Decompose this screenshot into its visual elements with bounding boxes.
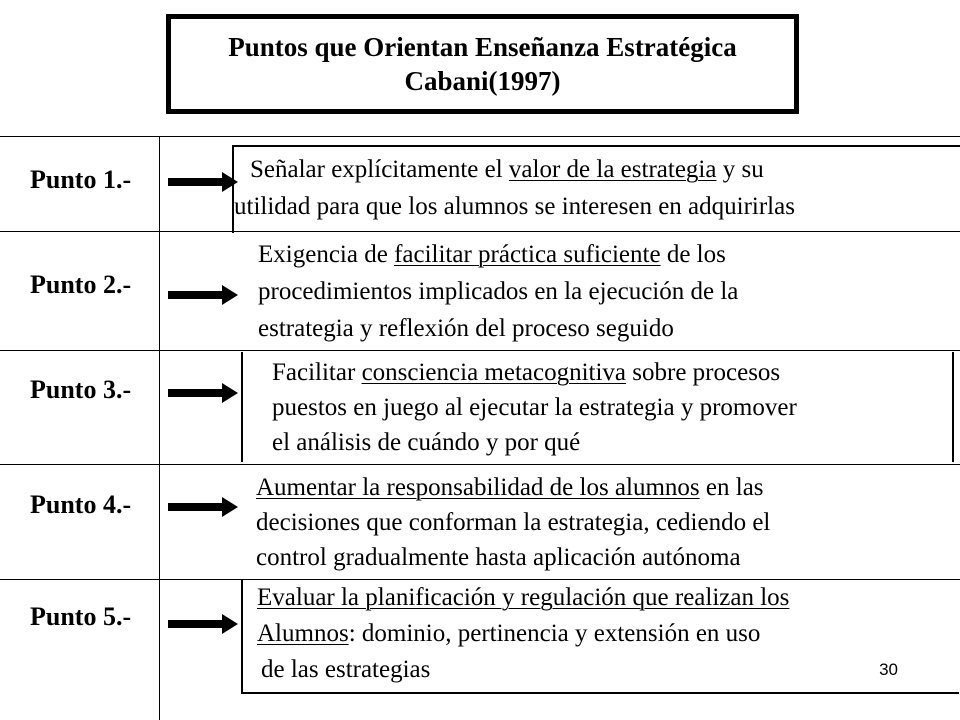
point-2-label: Punto 2.- — [30, 270, 132, 299]
title-box — [166, 14, 799, 114]
point-2-line-3: estrategia y reflexión del proceso seguido — [258, 315, 674, 342]
right-arrow-icon — [168, 495, 240, 519]
point-1-box — [232, 145, 960, 233]
point-5-label: Punto 5.- — [30, 602, 132, 631]
point-1-label: Punto 1.- — [30, 165, 132, 194]
point-3-line-1: Facilitar consciencia metacognitiva sobre procesos — [272, 359, 781, 386]
point-3-line-2: puestos en juego al ejecutar la estrategia y promover — [272, 394, 797, 421]
title-line-1: Puntos que Orientan Enseñanza Estratégica — [228, 32, 737, 62]
point-4-box — [256, 470, 948, 578]
title-line-2: Cabani(1997) — [404, 66, 561, 96]
point-5-line-2: Alumnos: dominio, pertinencia y extensión en uso — [257, 620, 761, 647]
row-divider-top — [0, 136, 960, 137]
point-5-line-3: de las estrategias — [261, 656, 431, 683]
point-5-line-1: Evaluar la planificación y regulación que realizan los — [257, 584, 790, 611]
page-number: 30 — [879, 660, 898, 679]
row-divider-3 — [0, 464, 960, 465]
right-arrow-icon — [168, 612, 240, 636]
column-divider — [159, 136, 160, 720]
point-4-line-3: control gradualmente hasta aplicación autónoma — [256, 544, 741, 571]
right-arrow-icon — [168, 381, 240, 405]
point-4-label: Punto 4.- — [30, 490, 132, 519]
point-4-line-1: Aumentar la responsabilidad de los alumnos en las — [256, 474, 764, 501]
point-2-line-1: Exigencia de facilitar práctica suficiente de los — [258, 241, 726, 268]
point-3-line-3: el análisis de cuándo y por qué — [272, 429, 581, 456]
point-3-box — [241, 352, 954, 462]
row-divider-2 — [0, 350, 960, 351]
right-arrow-icon — [168, 170, 240, 194]
point-1-line-2: utilidad para que los alumnos se interesen en adquirirlas — [234, 193, 795, 220]
point-2-box — [258, 236, 948, 348]
point-1-line-1: Señalar explícitamente el valor de la estrategia y su — [250, 156, 764, 183]
right-arrow-icon — [168, 283, 240, 307]
point-2-line-2: procedimientos implicados en la ejecución de la — [258, 278, 739, 305]
point-3-label: Punto 3.- — [30, 375, 132, 404]
point-5-box — [241, 580, 959, 694]
point-4-line-2: decisiones que conforman la estrategia, cediendo el — [256, 509, 771, 536]
